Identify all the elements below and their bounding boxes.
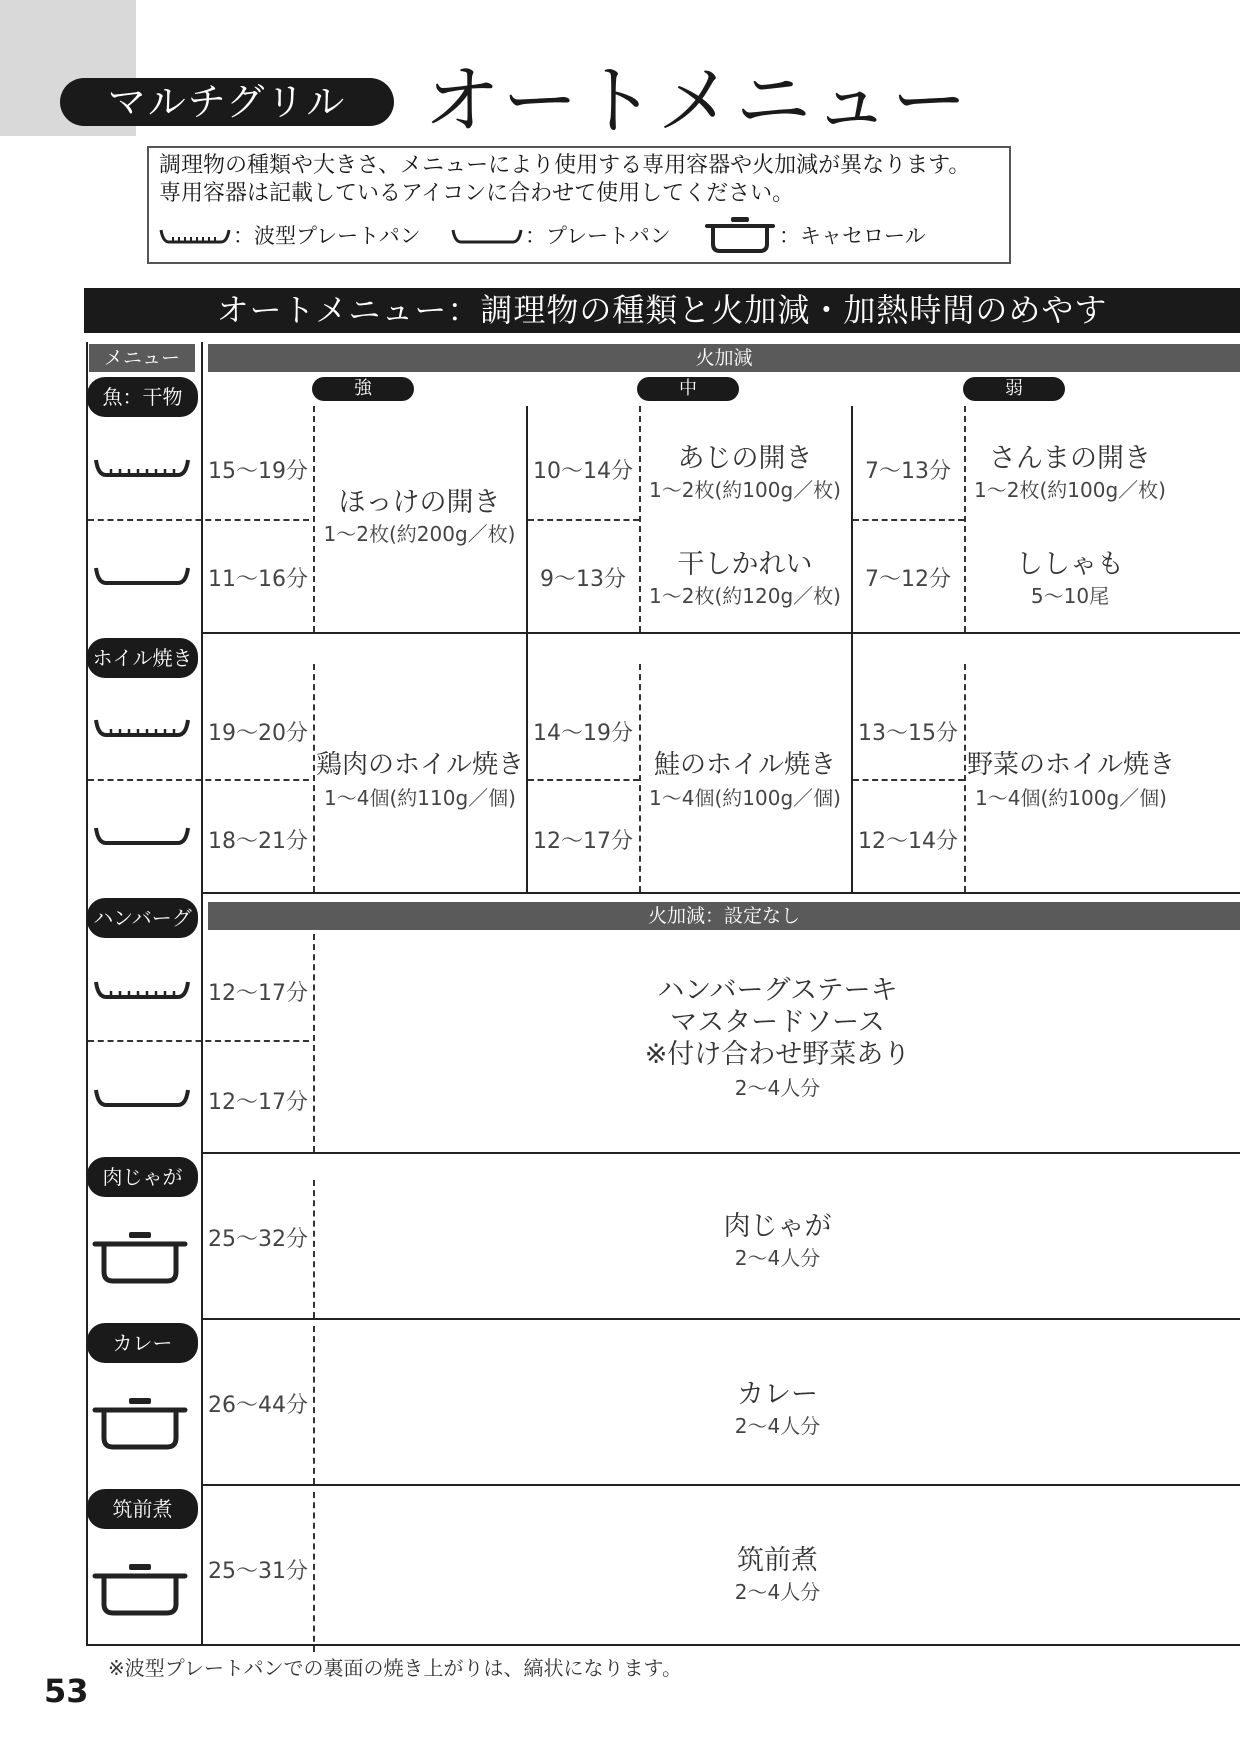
dish-quantity: 1～2枚(約100g／枚) <box>649 478 841 502</box>
dish-quantity: 1～2枚(約120g／枚) <box>649 584 841 608</box>
column-divider <box>313 664 315 892</box>
dish-name: あじの開き <box>677 443 813 474</box>
column-divider <box>526 406 528 632</box>
legend-casserole: ：キャセロール <box>779 224 926 248</box>
row-divider <box>528 779 639 781</box>
dish-name-line-1: ハンバーグステーキ <box>657 975 898 1006</box>
plate-pan-icon <box>93 564 191 588</box>
wave-plate-pan-icon <box>159 226 231 248</box>
section-divider <box>201 892 1240 894</box>
column-divider <box>639 664 641 892</box>
dish-name: 筑前煮 <box>737 1545 818 1576</box>
casserole-icon <box>93 1230 187 1284</box>
time-hamburg-plate: 12～17分 <box>208 1090 308 1115</box>
plate-pan-icon <box>451 226 523 248</box>
no-heat-setting-bar: 火加減：設定なし <box>208 902 1240 930</box>
time-fish-weak-plate: 7～12分 <box>865 567 951 592</box>
heat-medium-label: 中 <box>637 377 739 401</box>
section-divider <box>201 1152 1240 1154</box>
row-divider <box>528 519 639 521</box>
dish-quantity: 1～4個(約100g／個) <box>975 786 1167 810</box>
wave-plate-pan-icon <box>93 978 191 1002</box>
time-fish-medium-plate: 9～13分 <box>540 567 626 592</box>
time-foil-strong-wave: 19～20分 <box>208 721 308 746</box>
row-divider <box>853 779 964 781</box>
section-divider <box>201 1318 1240 1320</box>
category-nikujaga: 肉じゃが <box>87 1157 198 1197</box>
category-hamburg: ハンバーグ <box>87 898 198 938</box>
heat-strong-label: 強 <box>312 377 414 401</box>
time-fish-strong-wave: 15～19分 <box>208 459 308 484</box>
section-divider <box>201 632 1240 634</box>
menu-column-header: メニュー <box>89 344 195 372</box>
wave-plate-pan-icon <box>93 456 191 480</box>
row-divider <box>88 519 309 521</box>
row-divider <box>853 519 964 521</box>
dish-quantity: 2～4人分 <box>734 1246 821 1270</box>
dish-quantity: 1～4個(約100g／個) <box>649 786 841 810</box>
table-left-border <box>86 342 88 1644</box>
dish-quantity: 1～4個(約110g／個) <box>324 786 516 810</box>
dish-name: 鮭のホイル焼き <box>653 750 836 780</box>
page-number: 53 <box>44 1672 89 1710</box>
time-fish-weak-wave: 7～13分 <box>865 459 951 484</box>
legend-plate-pan: ：プレートパン <box>525 224 671 248</box>
dish-quantity: 5～10尾 <box>1030 584 1110 608</box>
dish-quantity: 1～2枚(約100g／枚) <box>974 478 1166 502</box>
time-foil-medium-plate: 12～17分 <box>533 829 633 854</box>
time-foil-weak-wave: 13～15分 <box>858 721 958 746</box>
section-label: マルチグリル <box>60 78 394 126</box>
table-title: オートメニュー：調理物の種類と火加減・加熱時間のめやす <box>84 288 1240 333</box>
plate-pan-icon <box>93 824 191 848</box>
time-curry: 26～44分 <box>208 1393 308 1418</box>
notice-box <box>147 146 1011 264</box>
footnote: ※波型プレートパンでの裏面の焼き上がりは、縞状になります。 <box>108 1656 682 1680</box>
dish-name: 肉じゃが <box>723 1211 832 1242</box>
time-hamburg-wave: 12～17分 <box>208 981 308 1006</box>
dish-name-line-2: マスタードソース <box>670 1007 885 1038</box>
time-fish-strong-plate: 11～16分 <box>208 567 308 592</box>
casserole-icon <box>93 1562 187 1616</box>
time-nikujaga: 25～32分 <box>208 1227 308 1252</box>
time-chikuzen: 25～31分 <box>208 1559 308 1584</box>
dish-name: 鶏肉のホイル焼き <box>316 750 525 780</box>
time-foil-medium-wave: 14～19分 <box>533 721 633 746</box>
notice-line-2: 専用容器は記載しているアイコンに合わせて使用してください。 <box>159 181 795 206</box>
dish-quantity: 2～4人分 <box>734 1414 821 1438</box>
row-divider <box>88 1040 309 1042</box>
dish-name: さんまの開き <box>989 443 1151 474</box>
heat-weak-label: 弱 <box>963 377 1065 401</box>
dish-name: ししゃも <box>1016 549 1124 580</box>
notice-line-1: 調理物の種類や大きさ、メニューにより使用する専用容器や火加減が異なります。 <box>159 153 971 178</box>
casserole-icon <box>705 214 775 254</box>
row-divider <box>88 779 309 781</box>
dish-name: カレー <box>737 1379 818 1410</box>
plate-pan-icon <box>93 1086 191 1110</box>
wave-plate-pan-icon <box>93 716 191 740</box>
dish-name: ほっけの開き <box>338 487 501 518</box>
dish-name-line-3: ※付け合わせ野菜あり <box>644 1039 911 1070</box>
dish-name: 野菜のホイル焼き <box>966 750 1175 780</box>
category-fish: 魚：干物 <box>87 377 198 417</box>
dish-quantity: 2～4人分 <box>734 1076 821 1100</box>
time-foil-strong-plate: 18～21分 <box>208 829 308 854</box>
time-foil-weak-plate: 12～14分 <box>858 829 958 854</box>
heat-column-header: 火加減 <box>208 344 1240 372</box>
column-divider <box>851 406 853 632</box>
dish-name: 干しかれい <box>677 549 813 580</box>
page-title: オートメニュー <box>424 56 970 145</box>
legend-wave-pan: ：波型プレートパン <box>233 224 421 248</box>
category-curry: カレー <box>87 1323 198 1363</box>
section-divider <box>201 1484 1240 1486</box>
dish-quantity: 1～2枚(約200g／枚) <box>323 522 516 546</box>
category-foil: ホイル焼き <box>87 638 198 678</box>
table-bottom-border <box>86 1644 1240 1646</box>
casserole-icon <box>93 1396 187 1450</box>
dish-quantity: 2～4人分 <box>734 1580 821 1604</box>
category-chikuzen: 筑前煮 <box>87 1489 198 1529</box>
time-fish-medium-wave: 10～14分 <box>533 459 633 484</box>
